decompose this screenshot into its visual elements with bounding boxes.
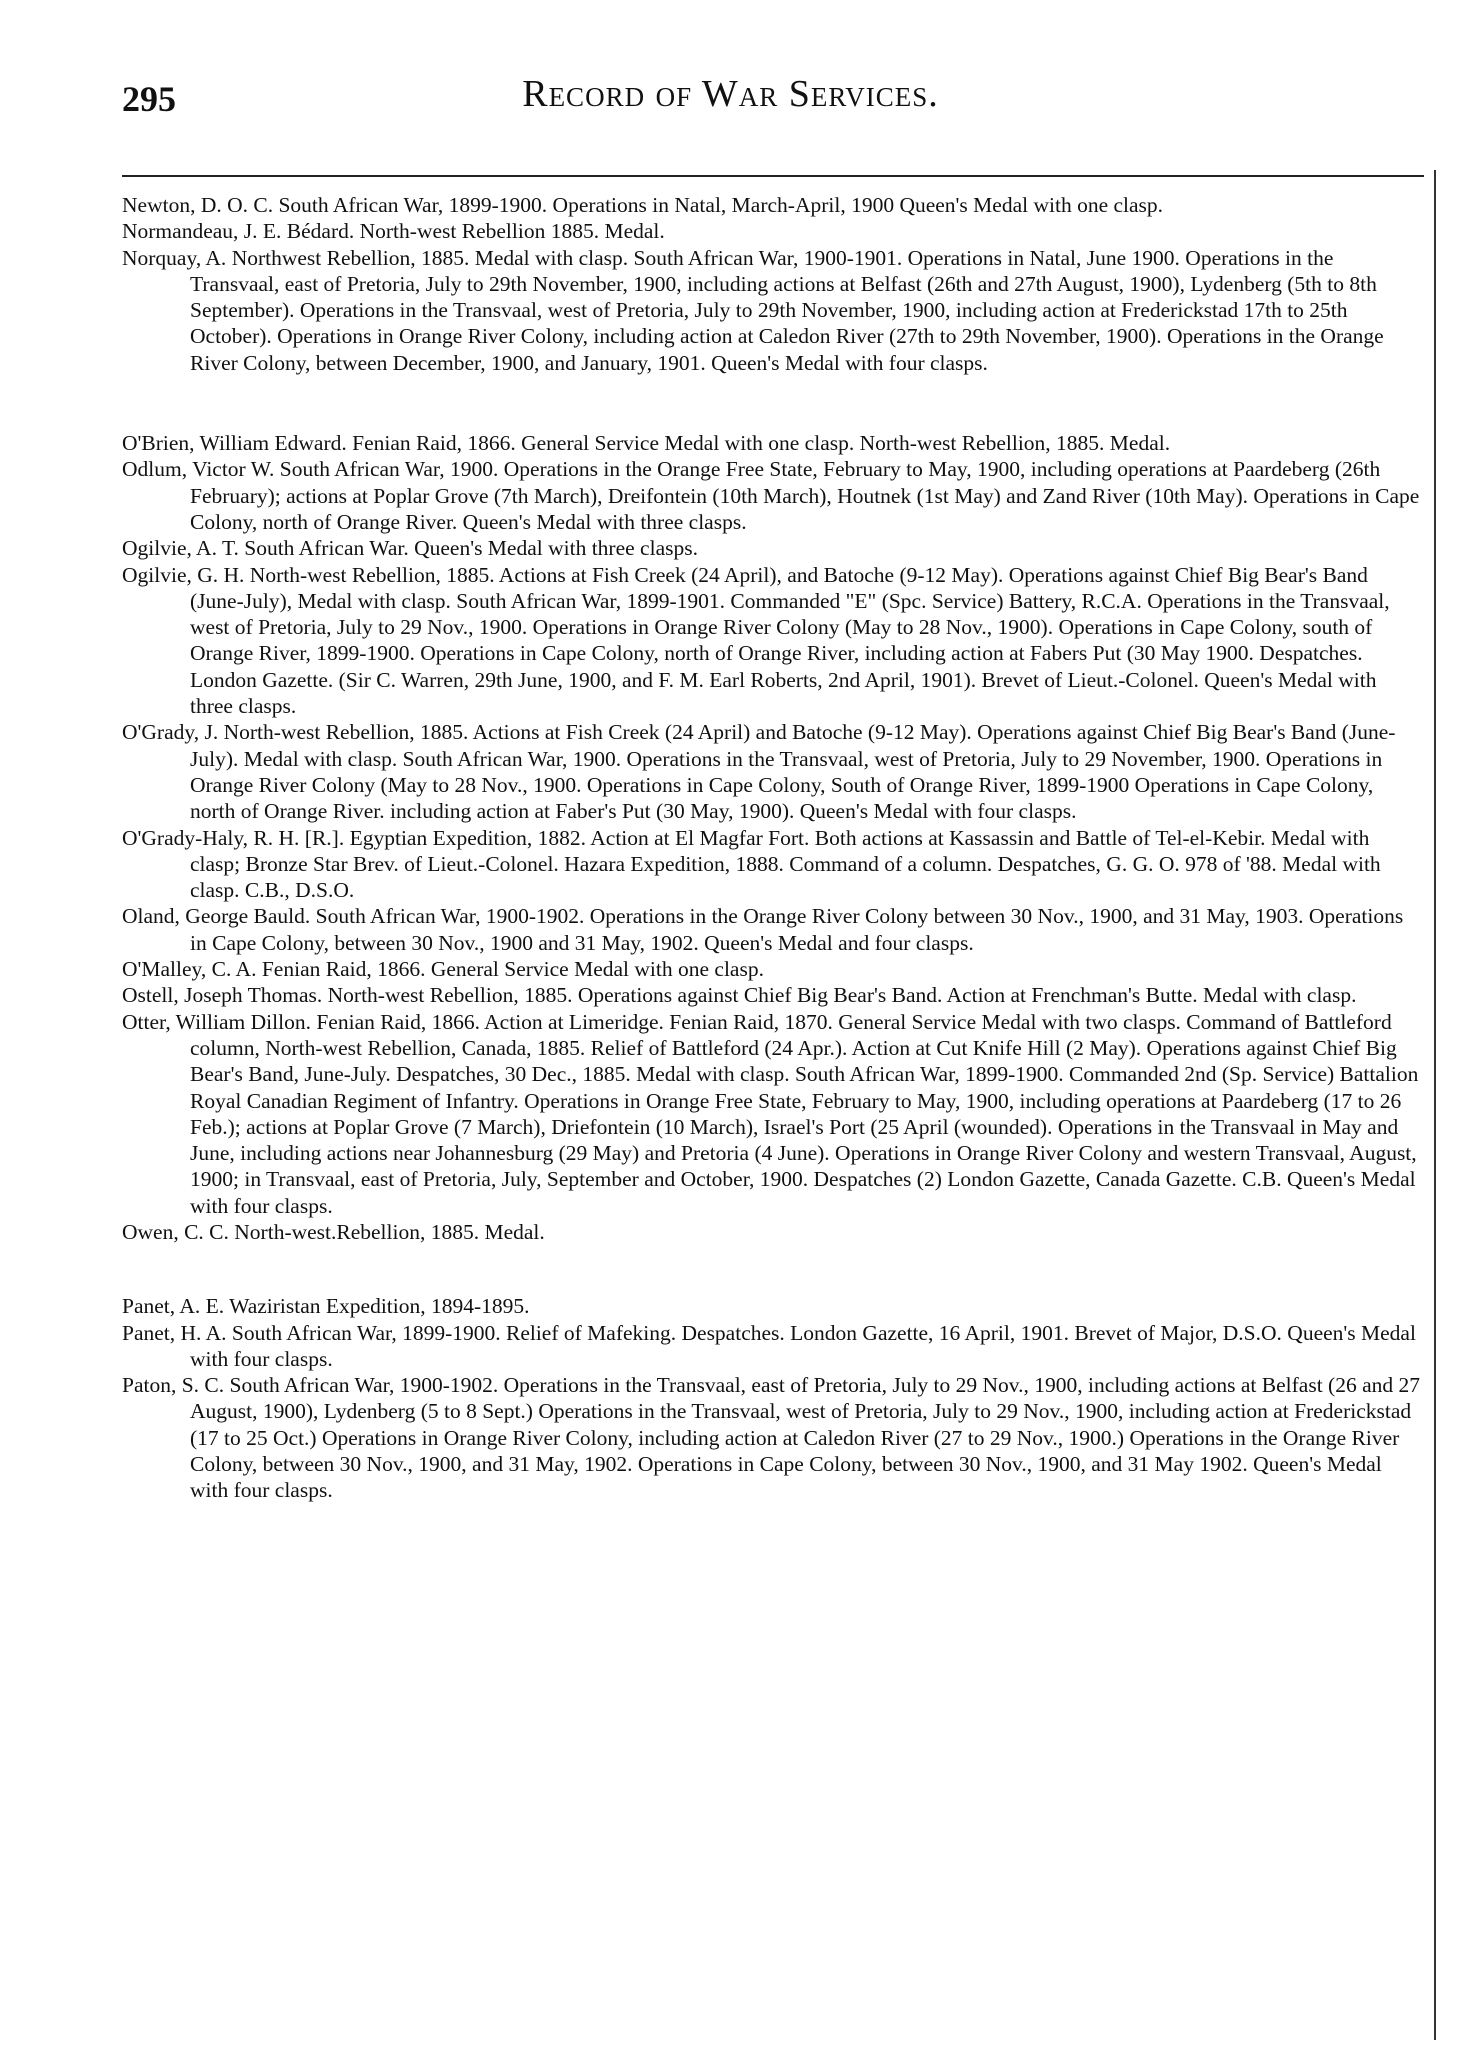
entry-name: Norquay, A.: [122, 245, 227, 270]
entry: [122, 825, 1422, 904]
entry: [122, 456, 1422, 535]
entry: [122, 430, 1422, 456]
entry-name: Ostell, Joseph Thomas.: [122, 983, 323, 1008]
entry-text: Fenian Raid, 1866. General Service Medal with one clasp.: [261, 957, 764, 982]
entry-text: South African War, 1900. Operations in the Orange Free State, February to May, 1900, including operations at Paardeberg (26th February); actions at Poplar Grove (7th March), Dreifontein (10th March), Houtnek (1st May) and Zand River (10th May). Operations in Cape Colony, north of Orange River. Queen's Medal with three clasps.: [190, 457, 1420, 534]
entry: [122, 218, 1422, 244]
entry: [122, 192, 1422, 218]
entry-text: North-west Rebellion, 1885. Operations against Chief Big Bear's Band. Action at Frenchman's Butte. Medal with clasp.: [327, 983, 1357, 1008]
entry-text: Egyptian Expedition, 1882. Action at El Magfar Fort. Both actions at Kassassin and Battle of Tel-el-Kebir. Medal with clasp; Bronze Star Brev. of Lieut.-Colonel. Hazara Expedition, 1888. Command of a column. Despatches, G. G. O. 978 of '88. Medal with clasp. C.B., D.S.O.: [190, 825, 1381, 903]
entry-name: Ogilvie, G. H.: [122, 562, 245, 587]
entry-text: Fenian Raid, 1866. Action at Limeridge. Fenian Raid, 1870. General Service Medal with two clasps. Command of Battleford column, North-west Rebellion, Canada, 1885. Relief of Battleford (24 Apr.). Action at Cut Knife Hill (2 May). Operations against Chief Big Bear's Band, June-July. Despatches, 30 Dec., 1885. Medal with clasp. South African War, 1899-1900. Commanded 2nd (Sp. Service) Battalion Royal Canadian Regiment of Infantry. Operations in Orange Free State, February to May, 1900, including operations at Paardeberg (17 to 26 Feb.); actions at Poplar Grove (7 March), Driefontein (10 March), Israel's Port (25 April (wounded). Operations in the Transvaal in May and June, including actions near Johannesburg (29 May) and Pretoria (4 June). Operations in Orange River Colony and western Transvaal, August, 1900; in Transvaal, east of Pretoria, July, September and October, 1900. Despatches (2) London Gazette, Canada Gazette. C.B. Queen's Medal with four clasps.: [190, 1009, 1419, 1218]
entry: [122, 562, 1422, 720]
entry-name: Odlum, Victor W.: [122, 457, 275, 482]
entry-text: North-west Rebellion, 1885. Actions at Fish Creek (24 April), and Batoche (9-12 May). Operations against Chief Big Bear's Band (June-July), Medal with clasp. South African War, 1899-1901. Commanded "E" (Spc. Service) Battery, R.C.A. Operations in the Transvaal, west of Pretoria, July to 29 Nov., 1900. Operations in Orange River Colony (May to 28 Nov., 1900). Operations in Cape Colony, south of Orange River, 1899-1900. Operations in Cape Colony, north of Orange River, including action at Fabers Put (30 May 1900. Despatches. London Gazette. (Sir C. Warren, 29th June, 1900, and F. M. Earl Roberts, 2nd April, 1901). Brevet of Lieut.-Colonel. Queen's Medal with three clasps.: [190, 562, 1390, 719]
entry: [122, 1009, 1422, 1219]
entry-text: South African War, 1900-1902. Operations in the Orange River Colony between 30 Nov., 1900, and 31 May, 1903. Operations in Cape Colony, between 30 Nov., 1900 and 31 May, 1902. Queen's Medal and four clasps.: [190, 904, 1404, 955]
entry-name: O'Brien, William Edward.: [122, 431, 347, 456]
entries-list: [122, 192, 1422, 1504]
entry-text: North-west.Rebellion, 1885. Medal.: [234, 1219, 545, 1244]
entry-name: O'Grady, J.: [122, 720, 219, 745]
entry: [122, 719, 1422, 824]
running-title: Record of War Services.: [522, 73, 939, 115]
entry: [122, 1219, 1422, 1245]
entry-text: South African War, 1899-1900. Operations in Natal, March-April, 1900 Queen's Medal with one clasp.: [278, 193, 1164, 217]
entry: [122, 982, 1422, 1008]
entry-name: Oland, George Bauld.: [122, 904, 311, 929]
entry: [122, 535, 1422, 561]
entry-name: Paton, S. C.: [122, 1373, 225, 1398]
entry-name: Ogilvie, A. T.: [122, 536, 239, 561]
entry-text: North-west Rebellion, 1885. Actions at Fish Creek (24 April) and Batoche (9-12 May). Operations against Chief Big Bear's Band (June-July). Medal with clasp. South African War, 1900. Operations in the Transvaal, west of Pretoria, July to 29 November, 1900. Operations in Orange River Colony (May to 28 Nov., 1900. Operations in Cape Colony, South of Orange River, 1899-1900 Operations in Cape Colony, north of Orange River. including action at Faber's Put (30 May, 1900). Queen's Medal with four clasps.: [190, 720, 1396, 824]
entry-name: O'Grady-Haly, R. H. [R.].: [122, 825, 345, 850]
entry-text: South African War, 1899-1900. Relief of Mafeking. Despatches. London Gazette, 16 April, 1901. Brevet of Major, D.S.O. Queen's Medal with four clasps.: [190, 1320, 1416, 1371]
entry-text: Fenian Raid, 1866. General Service Medal with one clasp. North-west Rebellion, 1885. Medal.: [352, 431, 1171, 456]
header-rule: [122, 175, 1424, 177]
entry-name: Panet, H. A.: [122, 1320, 227, 1345]
entry-name: Panet, A. E.: [122, 1294, 225, 1319]
entry: [122, 1372, 1422, 1503]
entry-name: Otter, William Dillon.: [122, 1009, 311, 1034]
entry-name: O'Malley, C. A.: [122, 957, 257, 982]
entry-name: Newton, D. O. C.: [122, 193, 274, 217]
entry: [122, 1320, 1422, 1373]
entry-text: South African War. Queen's Medal with three clasps.: [244, 536, 698, 561]
entry: [122, 956, 1422, 982]
entry: [122, 1293, 1422, 1319]
page-edge-rule: [1434, 170, 1436, 2040]
entry: [122, 245, 1422, 376]
entry-text: Northwest Rebellion, 1885. Medal with clasp. South African War, 1900-1901. Operations in Natal, June 1900. Operations in the Transvaal, east of Pretoria, July to 29th November, 1900, including actions at Belfast (26th and 27th August, 1900), Lydenberg (5th to 8th September). Operations in the Transvaal, west of Pretoria, July to 29th November, 1900, including action at Frederickstad 17th to 25th October). Operations in Orange River Colony, including action at Caledon River (27th to 29th November, 1900). Operations in the Orange River Colony, between December, 1900, and January, 1901. Queen's Medal with four clasps.: [190, 245, 1384, 375]
page-number: 295: [122, 79, 176, 119]
entry-text: North-west Rebellion 1885. Medal.: [359, 219, 665, 244]
entry: [122, 903, 1422, 956]
entry-text: Waziristan Expedition, 1894-1895.: [229, 1294, 530, 1319]
entry-name: Normandeau, J. E. Bédard.: [122, 219, 355, 244]
entry-text: South African War, 1900-1902. Operations in the Transvaal, east of Pretoria, July to 29 Nov., 1900, including actions at Belfast (26 and 27 August, 1900), Lydenberg (5 to 8 Sept.) Operations in the Transvaal, west of Pretoria, July to 29 Nov., 1900, including action at Frederickstad (17 to 25 Oct.) Operations in Orange River Colony, including action at Caledon River (27 to 29 Nov., 1900.) Operations in the Orange River Colony, between 30 Nov., 1900, and 31 May, 1902. Operations in Cape Colony, between 30 Nov., 1900, and 31 May 1902. Queen's Medal with four clasps.: [190, 1373, 1420, 1503]
entry-name: Owen, C. C.: [122, 1219, 229, 1244]
